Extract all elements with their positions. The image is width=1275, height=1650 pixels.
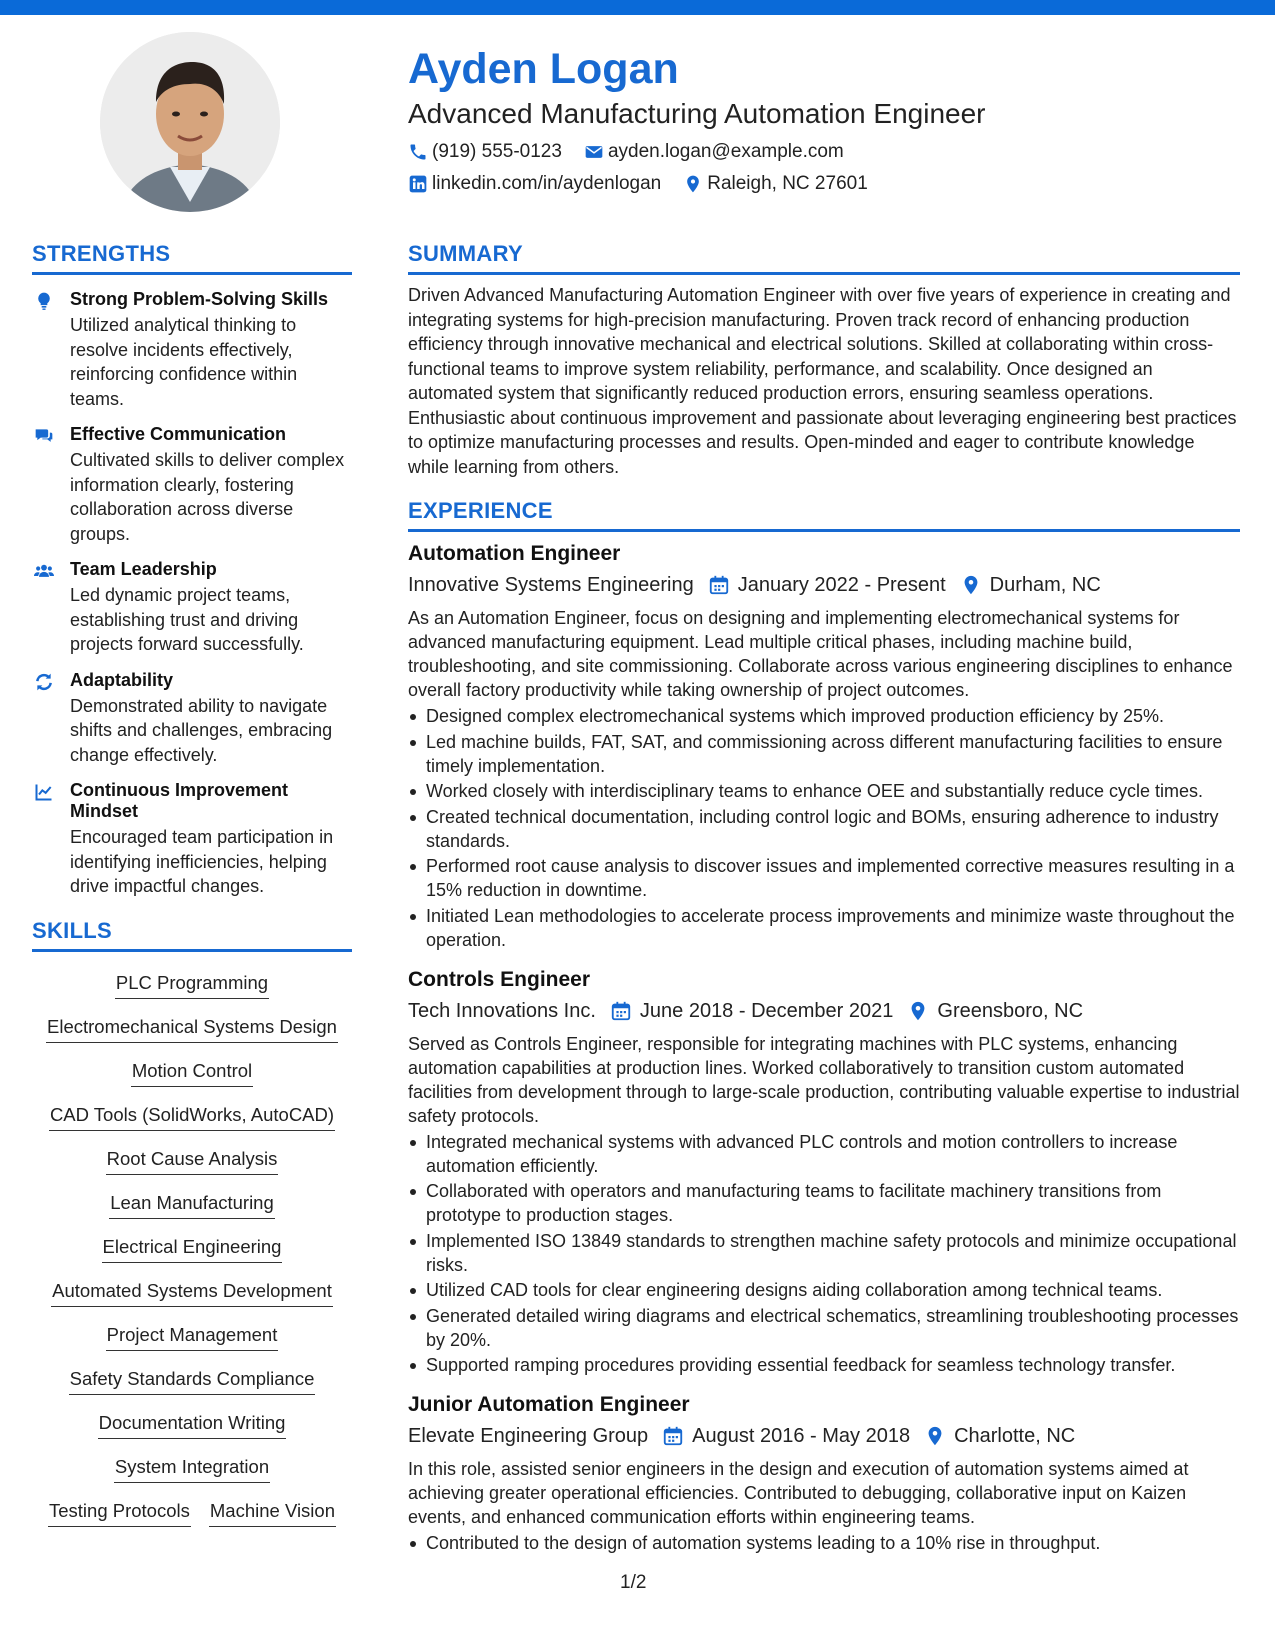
job-bullets	[408, 1130, 1240, 1378]
calendar-icon	[662, 1425, 684, 1447]
job-location: Durham, NC	[989, 574, 1101, 596]
strength-desc: Encouraged team participation in identifying inefficiencies, helping drive impactful changes.	[70, 827, 334, 896]
summary-text: Driven Advanced Manufacturing Automation Engineer with over five years of experience in creating and integrating systems for high-precision manufacturing. Proven track record of enhancing production efficiency through innovative mechanical and electrical solutions. Skilled at collaborating within cross-functional teams to improve system reliability, performance, and scalability. Once designed an automated system that significantly reduced production errors, ensuring seamless operations. Enthusiastic about continuous improvement and passionate about leveraging engineering best practices to optimize manufacturing processes and results. Open-minded and eager to contribute knowledge while learning from others.	[408, 285, 1237, 477]
strength-desc: Utilized analytical thinking to resolve incidents effectively, reinforcing confidence within teams.	[70, 315, 298, 409]
right-column	[408, 240, 1240, 1557]
bullet-item: Performed root cause analysis to discover issues and implemented corrective measures resulting in a 15% reduction in downtime.	[408, 854, 1240, 902]
bullet-item: Generated detailed wiring diagrams and electrical schematics, streamlining troubleshooting processes by 20%.	[408, 1304, 1240, 1352]
strength-item	[32, 670, 352, 768]
phone-contact	[408, 136, 562, 168]
job-company: Tech Innovations Inc.	[408, 999, 596, 1022]
strength-title: Strong Problem-Solving Skills	[70, 289, 329, 309]
bullet-item: Designed complex electromechanical systems which improved production efficiency by 25%.	[408, 704, 1240, 728]
bullet-item: Led machine builds, FAT, SAT, and commissioning across different manufacturing facilities to ensure timely implementation.	[408, 730, 1240, 778]
strength-item	[32, 424, 352, 546]
top-accent-bar	[0, 0, 1275, 15]
skill-tag: Lean Manufacturing	[109, 1190, 275, 1219]
profile-photo	[100, 32, 280, 212]
bullet-item: Contributed to the design of automation systems leading to a 10% rise in throughput.	[408, 1531, 1240, 1555]
job-meta	[408, 1421, 1240, 1451]
strength-title: Team Leadership	[70, 559, 217, 579]
job-title: Controls Engineer	[408, 967, 591, 991]
job-bullets	[408, 1531, 1240, 1555]
map-marker-icon	[683, 174, 703, 194]
skill-tag: Testing Protocols	[48, 1498, 191, 1527]
job-entry	[408, 540, 1240, 952]
linkedin-icon	[408, 174, 428, 194]
email-contact	[584, 136, 844, 168]
users-icon	[32, 559, 70, 657]
strength-desc: Led dynamic project teams, establishing trust and driving projects forward successfully.	[70, 585, 304, 654]
candidate-name: Ayden Logan	[408, 45, 679, 93]
chart-line-icon	[32, 780, 70, 899]
strength-item	[32, 289, 352, 411]
skill-tag: PLC Programming	[115, 970, 269, 999]
sync-icon	[32, 670, 70, 768]
bullet-item: Collaborated with operators and manufacturing teams to facilitate machinery transitions from prototype to production stages.	[408, 1179, 1240, 1227]
skill-tag: Documentation Writing	[98, 1410, 287, 1439]
strengths-list	[32, 289, 352, 899]
skill-tag: Electromechanical Systems Design	[46, 1014, 338, 1043]
job-entry	[408, 966, 1240, 1378]
candidate-title: Advanced Manufacturing Automation Engineer	[408, 98, 986, 129]
strength-desc: Demonstrated ability to navigate shifts and challenges, embracing change effectively.	[70, 695, 333, 765]
bullet-item: Created technical documentation, including control logic and BOMs, ensuring adherence to industry standards.	[408, 805, 1240, 853]
linkedin-text[interactable]: linkedin.com/in/aydenlogan	[432, 173, 662, 194]
job-location: Charlotte, NC	[954, 1425, 1076, 1447]
skill-tag: System Integration	[114, 1454, 270, 1483]
experience-heading: EXPERIENCE	[408, 497, 1240, 532]
map-marker-icon	[907, 1000, 929, 1022]
summary-heading: SUMMARY	[408, 240, 1240, 275]
skill-tag: Safety Standards Compliance	[69, 1366, 316, 1395]
location-text: Raleigh, NC 27601	[707, 173, 868, 194]
job-dates: January 2022 - Present	[737, 574, 946, 596]
resume-header	[408, 42, 1238, 200]
strength-desc: Cultivated skills to deliver complex information clearly, fostering collaboration across diverse groups.	[70, 450, 345, 544]
job-description: As an Automation Engineer, focus on designing and implementing electromechanical systems for advanced manufacturing equipment. Lead multiple critical phases, including machine build, troubleshooting, and site commissioning. Collaborate across various engineering disciplines to enhance overall factory productivity while taking ownership of project outcomes.	[408, 608, 1233, 700]
job-company: Innovative Systems Engineering	[408, 574, 694, 596]
location-contact	[683, 168, 868, 200]
bullet-item: Utilized CAD tools for clear engineering designs aiding collaboration among technical teams.	[408, 1278, 1240, 1302]
bullet-item: Integrated mechanical systems with advanced PLC controls and motion controllers to increase automation efficiently.	[408, 1130, 1240, 1178]
skill-tag: Root Cause Analysis	[106, 1146, 279, 1175]
linkedin-contact	[408, 168, 661, 200]
skill-tag: Machine Vision	[209, 1498, 336, 1527]
left-column	[32, 240, 352, 1527]
skill-tag: Project Management	[106, 1322, 279, 1351]
bullet-item: Worked closely with interdisciplinary teams to enhance OEE and substantially reduce cycle times.	[408, 779, 1240, 803]
skill-tag: Electrical Engineering	[102, 1234, 283, 1263]
skills-list	[32, 970, 352, 1527]
phone-icon	[408, 142, 428, 162]
job-location: Greensboro, NC	[937, 999, 1084, 1022]
lightbulb-icon	[32, 289, 70, 411]
strength-title: Adaptability	[70, 669, 174, 690]
strength-item	[32, 780, 352, 899]
calendar-icon	[610, 1000, 632, 1022]
strength-title: Effective Communication	[70, 424, 287, 444]
job-dates: June 2018 - December 2021	[639, 999, 894, 1022]
phone-text[interactable]: (919) 555-0123	[432, 141, 562, 162]
calendar-icon	[708, 574, 730, 596]
envelope-icon	[584, 142, 604, 162]
strength-item	[32, 559, 352, 657]
email-text[interactable]: ayden.logan@example.com	[607, 141, 844, 162]
contact-row-2	[408, 168, 1238, 200]
skill-tag: Automated Systems Development	[51, 1278, 333, 1307]
job-meta	[408, 570, 1240, 600]
comments-icon	[32, 424, 70, 546]
job-dates: August 2016 - May 2018	[692, 1425, 911, 1447]
job-title: Automation Engineer	[408, 542, 621, 565]
bullet-item: Initiated Lean methodologies to accelerate process improvements and minimize waste throughout the operation.	[408, 904, 1240, 952]
job-bullets	[408, 704, 1240, 952]
map-marker-icon	[960, 574, 982, 596]
job-title: Junior Automation Engineer	[408, 1393, 690, 1416]
skill-tag: CAD Tools (SolidWorks, AutoCAD)	[49, 1102, 335, 1131]
job-entry	[408, 1391, 1240, 1555]
job-company: Elevate Engineering Group	[408, 1425, 649, 1447]
strengths-heading: STRENGTHS	[32, 240, 352, 275]
bullet-item: Implemented ISO 13849 standards to strengthen machine safety protocols and minimize occupational risks.	[408, 1229, 1240, 1277]
job-description: In this role, assisted senior engineers in the design and execution of automation systems aimed at achieving greater operational efficiencies. Contributed to debugging, collaborative input on Kaizen events, and enhanced communication efforts within engineering teams.	[408, 1459, 1189, 1527]
skill-tag: Motion Control	[131, 1058, 253, 1087]
contact-row-1	[408, 136, 1238, 168]
skills-heading: SKILLS	[32, 917, 352, 952]
job-meta	[408, 996, 1240, 1026]
map-marker-icon	[924, 1425, 946, 1447]
bullet-item: Supported ramping procedures providing essential feedback for seamless technology transfer.	[408, 1353, 1240, 1377]
page-number: 1/2	[620, 1572, 647, 1593]
job-description: Served as Controls Engineer, responsible for integrating machines with PLC systems, enhancing automation capabilities at production lines. Worked collaboratively to transition custom automated facilities from development through to large-scale production, contributing valuable expertise to industrial safety protocols.	[408, 1033, 1240, 1126]
strength-title: Continuous Improvement Mindset	[70, 780, 289, 821]
